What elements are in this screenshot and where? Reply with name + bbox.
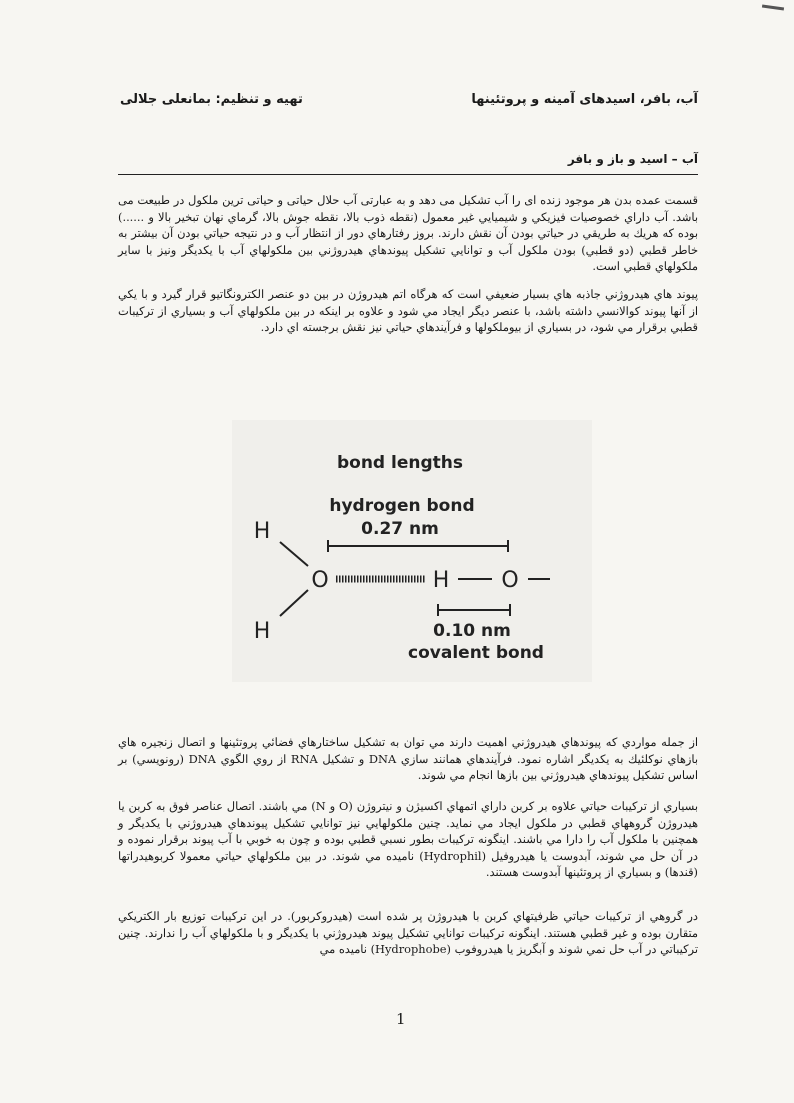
oxygen-atom-left: O (311, 568, 329, 593)
hydrogen-atom-middle: H (432, 568, 450, 593)
paragraph-2: پيوند هاي هيدروژني جاذبه هاي بسيار ضعيفي است كه هرگاه اتم هيدروژن در بين دو عنصر الكترونگاتيو قرار گيرد و با يكي از آنها پيوند كوالانسي داشته باشد، با عنصر ديگر ايجاد مي شود و علاوه بر اينكه در بين ملكولهاي آب و بسياري از تركيبات قطبي برقرار مي شود، در بسياري از بيوملكولها و فرآيندهاي حياتي نيز نقش برجسته اي دارد. (118, 287, 698, 334)
paragraph-3: از جمله مواردي كه پيوندهاي هيدروژني اهميت دارند مي توان به تشكيل ساختارهاي فضائي پروتئينها و اتصال زنجيره هاي بازهاي نوكلئيك به يكديگر اشاره نمود. فرآيندهاي همانند سازي DNA و تشكيل RNA از روي الگوي DNA (رونويسي) بر اساس تشكيل پيوندهاي هيدروژني بين بازها انجام مي شوند. (118, 735, 698, 782)
hydrogen-bond-length: 0.27 nm (361, 519, 439, 539)
scan-mark (762, 4, 784, 10)
document-title: آب، بافر، اسیدهای آمینه و پروتئینها (471, 92, 698, 107)
figure-title: bond lengths (336, 453, 464, 473)
paragraph-5: در گروهي از تركيبات حياتي ظرفيتهاي كربن با هيدروژن پر شده است (هيدروكربور). در اين تركيبات توزيع بار الكتريكي متقارن بوده و غير قطبي هستند. اينگونه تركيبات توانايي تشكيل پيوند هيدروژني با يكديگر و با ملكولهاي آب را ندارند. چنين تركيباتي در آب حل نمي شوند و آبگريز يا هيدروفوب (Hydrophobe) ناميده مي (118, 909, 698, 956)
hydrogen-bond-label: hydrogen bond (329, 496, 475, 516)
hydrogen-atom-top: H (253, 519, 271, 544)
header-divider (118, 174, 698, 175)
covalent-bond-length: 0.10 nm (433, 621, 511, 641)
bond-diagram (232, 420, 592, 682)
bond-lengths-figure (232, 420, 592, 682)
page-number: 1 (396, 1010, 406, 1028)
paragraph-1: قسمت عمده بدن هر موجود زنده ای را آب تشکیل می دهد و به عبارتی آب حلال حیاتی و حیاتی ترین ملکول در طبیعت می باشد. آب داراي خصوصيات فيزيكي و شيميايي غير معمول (نقطه ذوب بالا، نقطه جوش بالا، گرماي نهان تبخير بالا و ......) بوده كه هريك به طريقي در حياتي بودن آن نقش دارند. بروز رفتارهاي دور از انتظار آب و در نتيجه حياتي بودن آن بيشتر به خاطر قطبي (دو قطبي) بودن ملكول آب و توانايي تشكيل پيوندهاي هيدروژني بين ملكولهاي آب با يكديگر ونيز با ساير ملكولهاي قطبي است. (118, 193, 698, 273)
oxygen-atom-right: O (501, 568, 519, 593)
section-title: آب – اسید و باز و بافر (567, 152, 698, 166)
oh-bond-bottom (280, 590, 308, 616)
paragraph-4: بسياري از تركيبات حياتي علاوه بر كربن داراي اتمهاي اكسيژن و نيتروژن (O و N) مي باشند. اتصال عناصر فوق به كربن يا هيدروژن گروههاي قطبي در ملكول ايجاد مي نمايد. چنين ملكولهايي نيز توانايي تشكيل پيوندهاي هيدروژني با يكديگر و همچنين با ملكول آب را دارا مي باشند. اينگونه تركيبات بطور نسبي قطبي بوده و چون به خوبي با آب پيوند برقرار نموده و در آن حل مي شوند، آبدوست يا هيدروفيل (Hydrophil) ناميده مي شوند. در بين ملكولهاي حياتي معمولا كربوهيدراتها (قندها) و بسياري از پروتئينها آبدوست هستند. (118, 799, 699, 879)
author-credit: تهیه و تنظیم: بمانعلی جلالی (120, 92, 303, 107)
oh-bond-top (280, 542, 308, 566)
covalent-bond-label: covalent bond (408, 643, 544, 663)
hydrogen-atom-bottom: H (253, 619, 271, 644)
